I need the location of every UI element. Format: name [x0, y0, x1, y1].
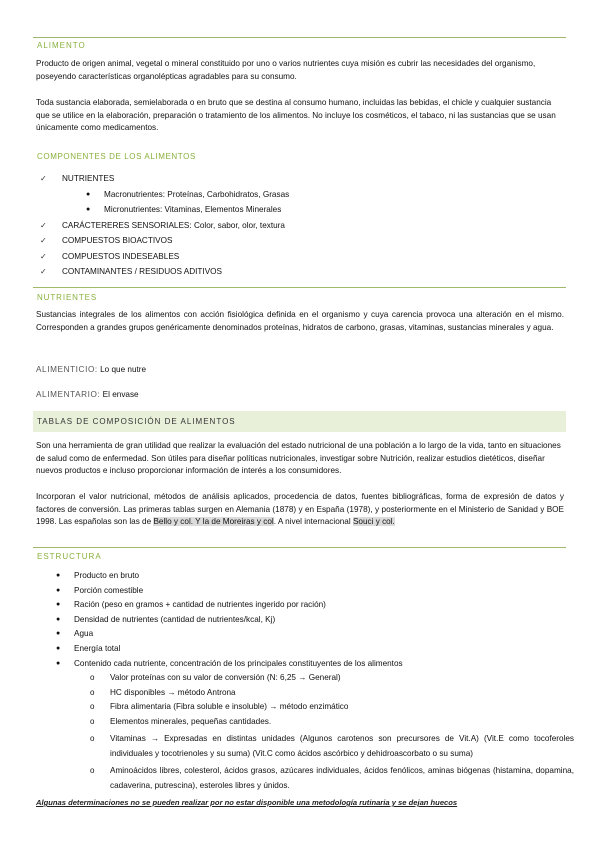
footer-note: Algunas determinaciones no se pueden realizar por no estar disponible una metodología rutinaria y se dejan huecos — [36, 798, 458, 807]
check-icon: ✓ — [40, 251, 47, 261]
check-icon: ✓ — [40, 236, 47, 246]
circle-bullet-icon: o — [90, 716, 95, 726]
circle-bullet-icon: o — [90, 702, 95, 712]
list-subitem-label: Fibra alimentaria (Fibra soluble e insoluble) → método enzimático — [110, 702, 349, 712]
alimenticio-text: Lo que nutre — [100, 365, 147, 374]
circle-bullet-icon: o — [90, 687, 95, 697]
list-item-label: COMPUESTOS INDESEABLES — [62, 251, 180, 261]
list-item-label: CARÁCTERERES SENSORIALES: Color, sabor, olor, textura — [62, 220, 285, 230]
alimenticio-definition — [36, 364, 564, 377]
list-item — [40, 614, 574, 629]
section-rule — [33, 547, 566, 548]
check-icon: ✓ — [40, 220, 47, 230]
list-subitem-label: Elementos minerales, pequeñas cantidades. — [110, 716, 272, 726]
section-title-componentes: COMPONENTES DE LOS ALIMENTOS — [37, 152, 196, 161]
bullet-icon: ● — [56, 659, 61, 667]
section-title-tablas: TABLAS DE COMPOSICIÓN DE ALIMENTOS — [37, 417, 236, 426]
componentes-list — [40, 172, 289, 281]
list-item-label: Energía total — [74, 643, 121, 653]
alimentario-text: El envase — [102, 390, 139, 399]
list-subitem — [40, 203, 289, 219]
bullet-icon: ● — [56, 630, 61, 638]
list-subitem-label: Vitaminas → Expresadas en distintas unidades (Algunos carotenos son precursores de Vit.A) (Vit.E como tocoferoles individuales y tocotrienoles y su suma) (Vit.C como ácidos ascórbico y dehidroascorbato o su suma) — [110, 733, 574, 758]
alimento-paragraph-2: Toda sustancia elaborada, semielaborada o en bruto que se destina al consumo humano, incluidas las bebidas, el chicle y cualquier sustancia que se utilice en la elaboración, preparación o tratamiento de los alimentos. No incluye los cosméticos, el tabaco, ni las sustancias que se usan únicamente como medicamentos. — [36, 98, 556, 133]
list-item-label: Porción comestible — [74, 585, 144, 595]
alimento-paragraph-1: Producto de origen animal, vegetal o mineral constituido por uno o varios nutrientes cuya misión es cubrir las necesidades del organismo, poseyendo características organolépticas agradables para su consumo. — [36, 59, 536, 81]
check-icon: ✓ — [40, 267, 47, 277]
list-item — [40, 658, 574, 673]
list-item-label: Densidad de nutrientes (cantidad de nutrientes/kcal, Kj) — [74, 614, 276, 624]
list-item — [40, 570, 574, 585]
list-item — [40, 599, 574, 614]
section-title-estructura: ESTRUCTURA — [37, 552, 102, 561]
list-item-label: Ración (peso en gramos + cantidad de nutrientes ingerido por ración) — [74, 600, 326, 610]
list-subitem — [40, 701, 574, 716]
bullet-icon: ● — [56, 644, 61, 652]
alimentario-label: ALIMENTARIO: — [36, 390, 101, 399]
nutrientes-paragraph: Sustancias integrales de los alimentos con acción fisiológica definida en el organismo y cuya carencia provoca una alteración en el mismo. Corresponden a grandes grupos genéricamente denominados proteínas, hidratos de carbono, grasas, vitaminas, sustancias minerales y agua. — [36, 310, 564, 332]
list-item — [40, 643, 574, 658]
bullet-icon: ● — [56, 615, 61, 623]
list-item-label: CONTAMINANTES / RESIDUOS ADITIVOS — [62, 267, 222, 277]
tablas-paragraph-2 — [36, 491, 564, 529]
bullet-icon: ● — [86, 190, 91, 198]
section-title-nutrientes: NUTRIENTES — [37, 293, 98, 302]
list-item-label: NUTRIENTES — [62, 174, 115, 184]
circle-bullet-icon: o — [90, 765, 95, 775]
list-item — [40, 250, 289, 266]
list-item — [40, 219, 289, 235]
list-subitem — [40, 731, 574, 763]
list-item-label: Agua — [74, 629, 94, 639]
list-subitem — [40, 188, 289, 204]
tablas-paragraph-1: Son una herramienta de gran utilidad que realizar la evaluación del estado nutricional de una población a lo largo de la vida, tanto en situaciones de salud como de enfermedad. Son útiles para diseñar políticas nutricionales, investigar sobre Nutrición, realizar estudios dietéticos, diseñar nuevos productos e incluso proporcionar información de interés a los consumidores. — [36, 441, 561, 476]
circle-bullet-icon: o — [90, 733, 95, 743]
list-subitem — [40, 687, 574, 702]
alimentario-definition — [36, 389, 564, 402]
list-item — [40, 585, 574, 600]
list-item-label: Contenido cada nutriente, concentración de los principales constituyentes de los alimentos — [74, 658, 403, 668]
bullet-icon: ● — [86, 206, 91, 214]
tablas-paragraph-2-text-b: . A nivel internacional — [273, 517, 353, 527]
circle-bullet-icon: o — [90, 673, 95, 683]
tablas-paragraph-2-text-a: Incorporan el valor nutricional, métodos de análisis aplicados, procedencia de datos, fuentes bibliográficas, forma de expresión de datos y factores de conversión. Las primeras tablas surgen en Alemania (1878) y en España (1978), y posteriormente en el Ministerio de Sanidad y BOE 1998. Las españolas son las de — [36, 492, 564, 527]
check-icon: ✓ — [40, 174, 47, 184]
bullet-icon: ● — [56, 572, 61, 579]
list-item — [40, 172, 289, 188]
list-item — [40, 265, 289, 281]
alimenticio-label: ALIMENTICIO: — [36, 365, 98, 374]
section-rule — [33, 287, 566, 288]
estructura-list — [40, 570, 574, 795]
list-subitem-label: HC disponibles → método Antrona — [110, 687, 236, 697]
bullet-icon: ● — [56, 586, 61, 594]
list-subitem — [40, 716, 574, 731]
list-subitem — [40, 763, 574, 795]
list-item — [40, 234, 289, 250]
highlight-spanish-tables: Bello y col. Y la de Moreiras y col — [153, 517, 274, 527]
list-subitem-label: Macronutrientes: Proteínas, Carbohidratos, Grasas — [104, 189, 290, 199]
list-item-label: COMPUESTOS BIOACTIVOS — [62, 236, 173, 246]
bullet-icon: ● — [56, 601, 61, 609]
section-title-alimento: ALIMENTO — [37, 41, 86, 50]
list-item — [40, 628, 574, 643]
list-subitem-label: Aminoácidos libres, colesterol, ácidos grasos, azúcares individuales, ácidos fenólicos, aminas biógenas (histamina, dopamina, cadaverina, putrescina), esteroles libres y únidos. — [110, 765, 574, 790]
list-subitem-label: Valor proteínas con su valor de conversión (N: 6,25 → General) — [110, 673, 341, 683]
section-rule — [33, 37, 566, 38]
list-subitem-label: Micronutrientes: Vitaminas, Elementos Minerales — [104, 205, 282, 215]
list-subitem — [40, 672, 574, 687]
list-item-label: Producto en bruto — [74, 571, 140, 580]
highlight-international-tables: Souci y col. — [352, 517, 395, 527]
